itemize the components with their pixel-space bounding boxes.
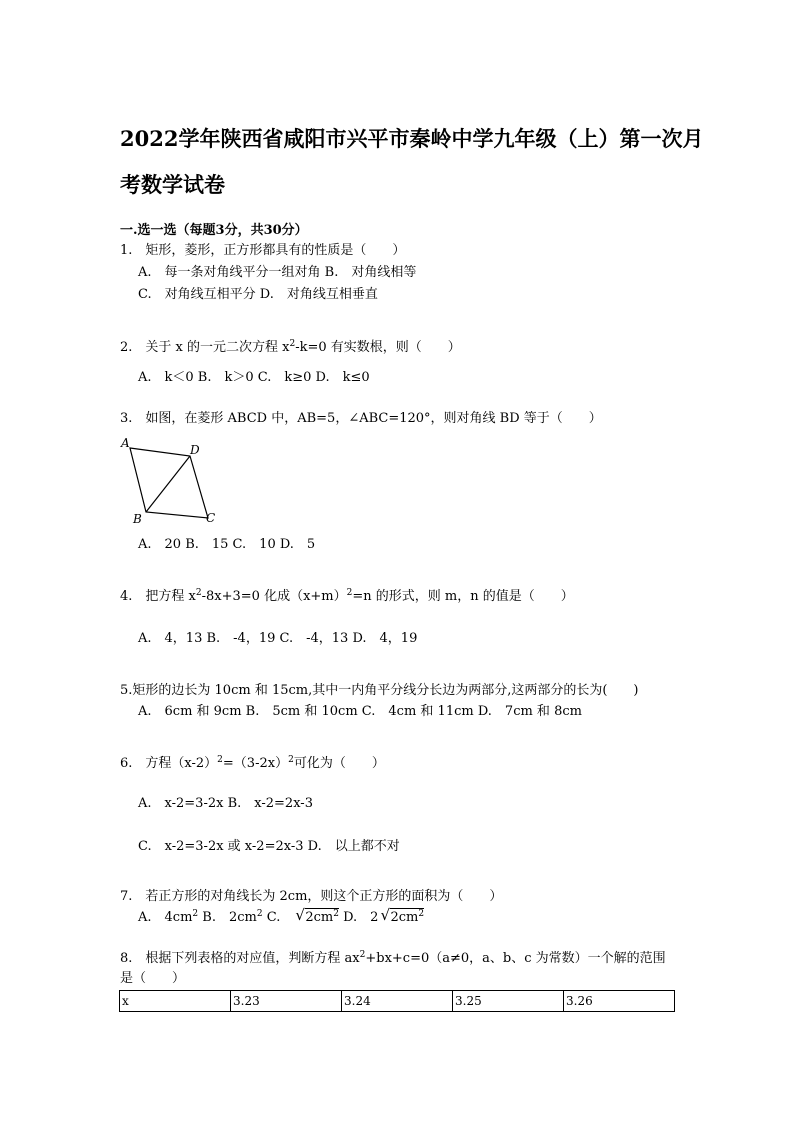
question-6-stem-part1: 6. 方程（x-2） bbox=[120, 756, 218, 771]
superscript: 2 bbox=[192, 909, 199, 919]
question-4-stem-part1: 4. 把方程 x bbox=[120, 589, 196, 604]
question-6-stem bbox=[120, 757, 385, 770]
question-3-options: A. 20 B. 15 C. 10 D. 5 bbox=[138, 537, 316, 552]
question-1-options-cd: C. 对角线互相平分 D. 对角线互相垂直 bbox=[138, 287, 378, 302]
square-root-expression bbox=[295, 906, 339, 925]
superscript: 2 bbox=[333, 909, 339, 919]
option-c-text: C. bbox=[262, 910, 294, 925]
question-4-stem-part2: -8x+3=0 化成（x+m） bbox=[201, 589, 347, 604]
table-cell: 3.25 bbox=[453, 991, 564, 1012]
exam-title-line2: 考数学试卷 bbox=[120, 172, 225, 197]
values-table bbox=[119, 990, 675, 1012]
superscript: 2 bbox=[418, 909, 425, 919]
rhombus-figure bbox=[120, 436, 230, 528]
question-5-options: A. 6cm 和 9cm B. 5cm 和 10cm C. 4cm 和 11cm D. 7cm 和 8cm bbox=[138, 704, 582, 719]
radical-sign-icon: √ bbox=[380, 906, 391, 924]
vertex-label-c: C bbox=[206, 511, 216, 525]
radicand bbox=[305, 908, 339, 925]
question-3-stem: 3. 如图，在菱形 ABCD 中，AB=5，∠ABC=120°，则对角线 BD 等于（ ） bbox=[120, 411, 602, 426]
option-d-text: D. 2 bbox=[338, 910, 379, 925]
superscript: 2 bbox=[289, 339, 296, 349]
superscript: 2 bbox=[256, 909, 263, 919]
question-1-stem: 1. 矩形，菱形，正方形都具有的性质是（ ） bbox=[120, 243, 406, 258]
radical-sign-icon: √ bbox=[295, 906, 305, 924]
question-8-stem-line2: 是（ ） bbox=[120, 971, 186, 986]
table-row bbox=[120, 991, 675, 1012]
option-a-text: A. 4cm bbox=[138, 910, 193, 925]
question-6-stem-part3: 可化为（ ） bbox=[293, 756, 385, 771]
vertex-label-d: D bbox=[190, 443, 200, 457]
superscript: 2 bbox=[359, 950, 366, 960]
question-2-stem bbox=[120, 341, 461, 354]
question-8-stem bbox=[120, 952, 666, 965]
table-cell: 3.24 bbox=[342, 991, 453, 1012]
radicand-text: 2cm bbox=[390, 910, 419, 925]
option-b-text: B. 2cm bbox=[198, 910, 257, 925]
square-root-expression bbox=[380, 906, 425, 925]
question-8-stem-part1: 8. 根据下列表格的对应值，判断方程 ax bbox=[120, 951, 360, 966]
superscript: 2 bbox=[195, 588, 202, 598]
superscript: 2 bbox=[288, 755, 294, 765]
radicand-text: 2cm bbox=[305, 910, 334, 925]
superscript: 2 bbox=[217, 755, 223, 765]
exam-title-line1: 2022学年陕西省咸阳市兴平市秦岭中学九年级（上）第一次月 bbox=[120, 126, 704, 151]
vertex-label-a: A bbox=[121, 436, 130, 450]
diagonal-bd bbox=[146, 456, 190, 512]
question-7-options bbox=[138, 906, 425, 925]
question-2-stem-part1: 2. 关于 x 的一元二次方程 x bbox=[120, 340, 290, 355]
question-6-options-ab: A. x-2=3-2x B. x-2=2x-3 bbox=[138, 796, 313, 811]
question-6-options-cd: C. x-2=3-2x 或 x-2=2x-3 D. 以上都不对 bbox=[138, 839, 400, 854]
question-5-stem: 5.矩形的边长为 10cm 和 15cm,其中一内角平分线分长边为两部分,这两部分的长为( ) bbox=[120, 683, 639, 698]
question-4-options: A. 4，13 B. -4，19 C. -4，13 D. 4，19 bbox=[138, 631, 418, 646]
table-cell: 3.26 bbox=[564, 991, 675, 1012]
radicand bbox=[390, 908, 424, 925]
vertex-label-b: B bbox=[133, 512, 142, 526]
superscript: 2 bbox=[346, 588, 353, 598]
question-7-stem: 7. 若正方形的对角线长为 2cm，则这个正方形的面积为（ ） bbox=[120, 889, 503, 904]
table-cell: 3.23 bbox=[231, 991, 342, 1012]
question-1-options-ab: A. 每一条对角线平分一组对角 B. 对角线相等 bbox=[138, 265, 417, 280]
question-6-stem-part2: =（3-2x） bbox=[222, 756, 289, 771]
table-cell: x bbox=[120, 991, 231, 1012]
question-4-stem-part3: =n 的形式，则 m，n 的值是（ ） bbox=[352, 589, 574, 604]
question-2-options: A. k＜0 B. k＞0 C. k≥0 D. k≤0 bbox=[138, 370, 370, 385]
section-heading: 一.选一选（每题3分，共30分） bbox=[120, 223, 308, 238]
question-4-stem bbox=[120, 590, 574, 603]
question-2-stem-part2: -k=0 有实数根，则（ ） bbox=[295, 340, 461, 355]
question-8-stem-part2: +bx+c=0（a≠0，a、b、c 为常数）一个解的范围 bbox=[365, 951, 666, 966]
